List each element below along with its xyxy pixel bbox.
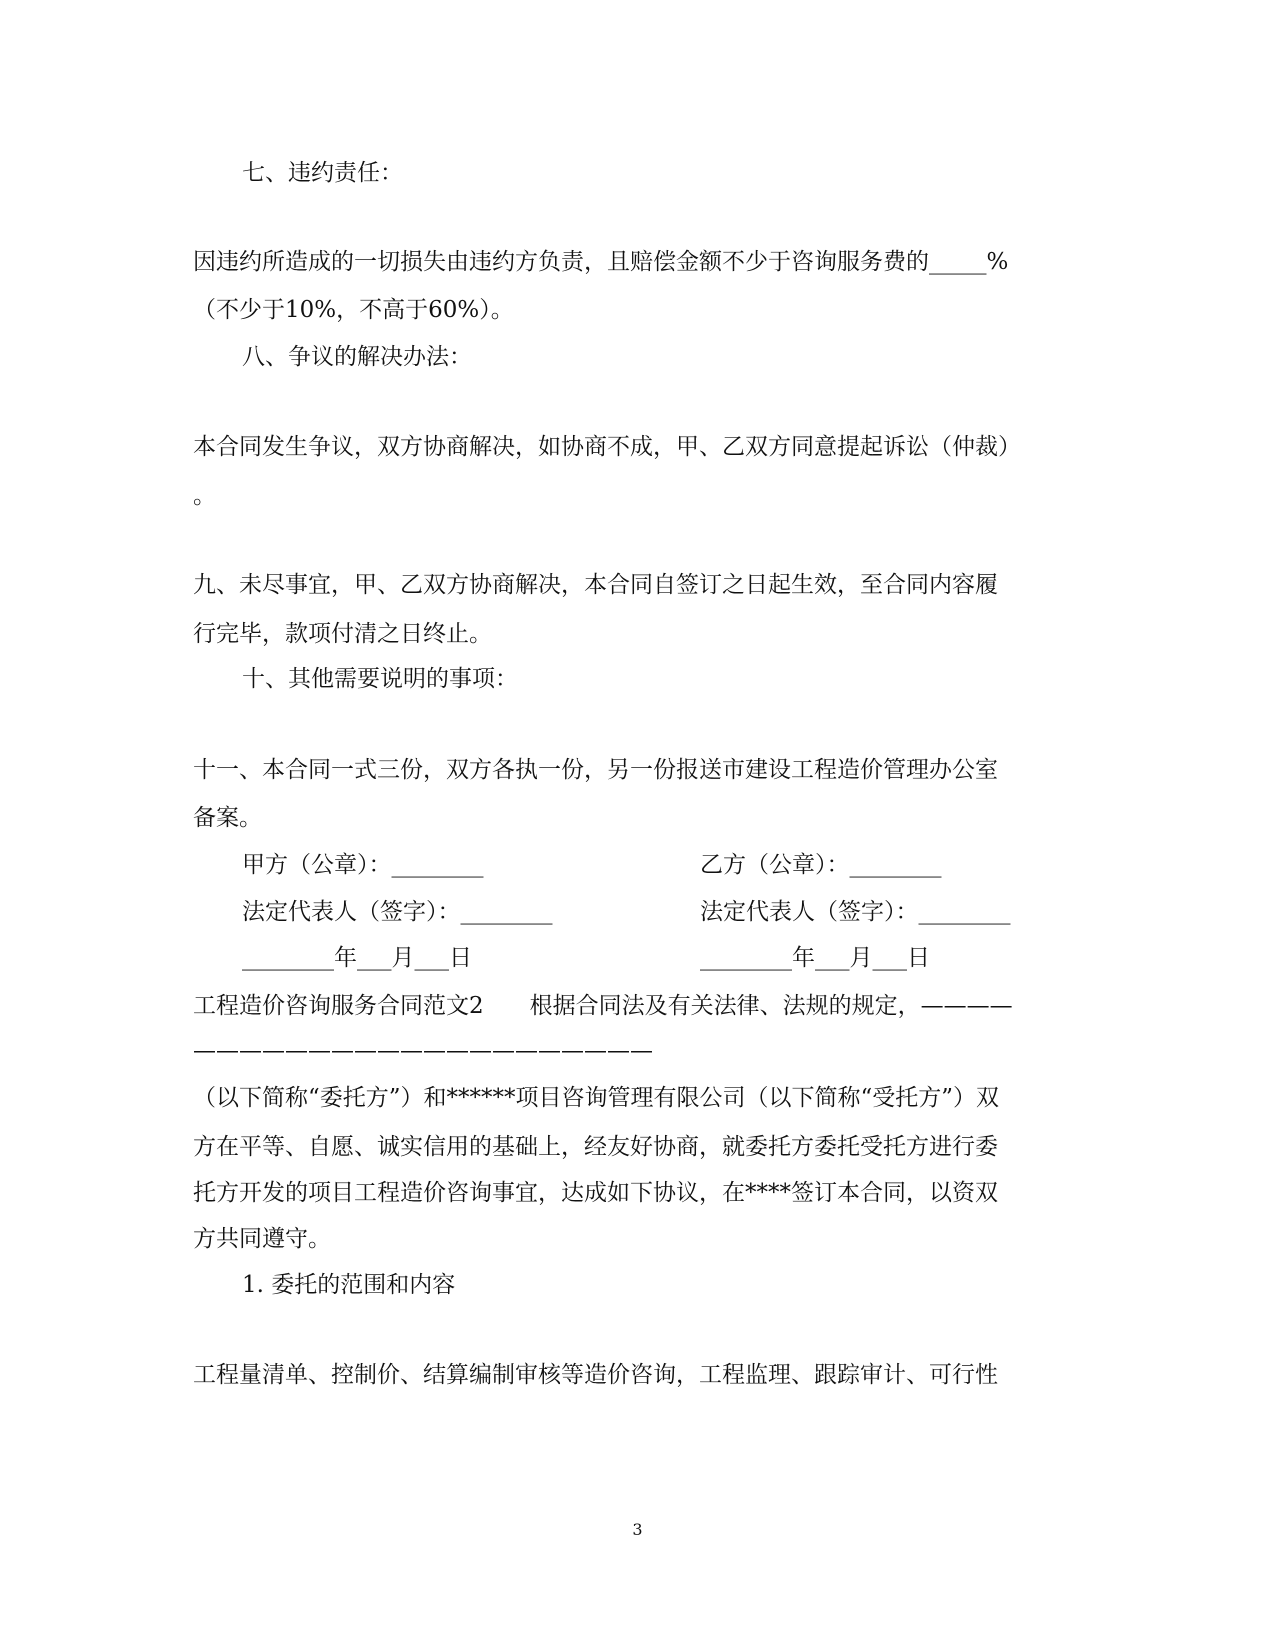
section-10-heading: 十、其他需要说明的事项： bbox=[242, 666, 518, 692]
page-number: 3 bbox=[632, 1520, 643, 1539]
clause-1-heading: 1. 委托的范围和内容 bbox=[242, 1272, 456, 1298]
paragraph-line: （不少于10%，不高于60%）。 bbox=[193, 297, 514, 323]
paragraph-line: 本合同发生争议，双方协商解决，如协商不成，甲、乙双方同意提起诉讼（仲裁） bbox=[193, 434, 1021, 460]
party-a-date: ________年___月___日 bbox=[242, 945, 472, 971]
section-9-line: 九、未尽事宜，甲、乙双方协商解决，本合同自签订之日起生效，至合同内容履 bbox=[193, 572, 998, 598]
paragraph-line: 行完毕，款项付清之日终止。 bbox=[193, 621, 492, 647]
paragraph-line: 托方开发的项目工程造价咨询事宜，达成如下协议，在****签订本合同，以资双 bbox=[193, 1180, 998, 1206]
paragraph-line: 因违约所造成的一切损失由违约方负责，且赔偿金额不少于咨询服务费的_____% bbox=[193, 249, 1009, 275]
paragraph-line: 工程量清单、控制价、结算编制审核等造价咨询，工程监理、跟踪审计、可行性 bbox=[193, 1362, 998, 1388]
paragraph-line: ———————————————————— bbox=[193, 1038, 653, 1064]
party-b-representative: 法定代表人（签字）：________ bbox=[700, 899, 1011, 925]
party-b-seal: 乙方（公章）：________ bbox=[700, 852, 942, 878]
contract-2-title-line: 工程造价咨询服务合同范文2 根据合同法及有关法律、法规的规定，———— bbox=[193, 993, 1013, 1019]
paragraph-line: 备案。 bbox=[193, 805, 262, 831]
party-b-date: ________年___月___日 bbox=[700, 945, 930, 971]
paragraph-line: 方共同遵守。 bbox=[193, 1226, 331, 1252]
paragraph-line: 方在平等、自愿、诚实信用的基础上，经友好协商，就委托方委托受托方进行委 bbox=[193, 1134, 998, 1160]
party-a-seal: 甲方（公章）：________ bbox=[242, 852, 484, 878]
section-8-heading: 八、争议的解决办法： bbox=[242, 344, 472, 370]
section-7-heading: 七、违约责任： bbox=[242, 160, 403, 186]
party-a-representative: 法定代表人（签字）：________ bbox=[242, 899, 553, 925]
paragraph-line: （以下简称“委托方”）和******项目咨询管理有限公司（以下简称“受托方”）双 bbox=[193, 1085, 1000, 1111]
paragraph-line: 。 bbox=[193, 483, 216, 509]
section-11-line: 十一、本合同一式三份，双方各执一份，另一份报送市建设工程造价管理办公室 bbox=[193, 757, 998, 783]
